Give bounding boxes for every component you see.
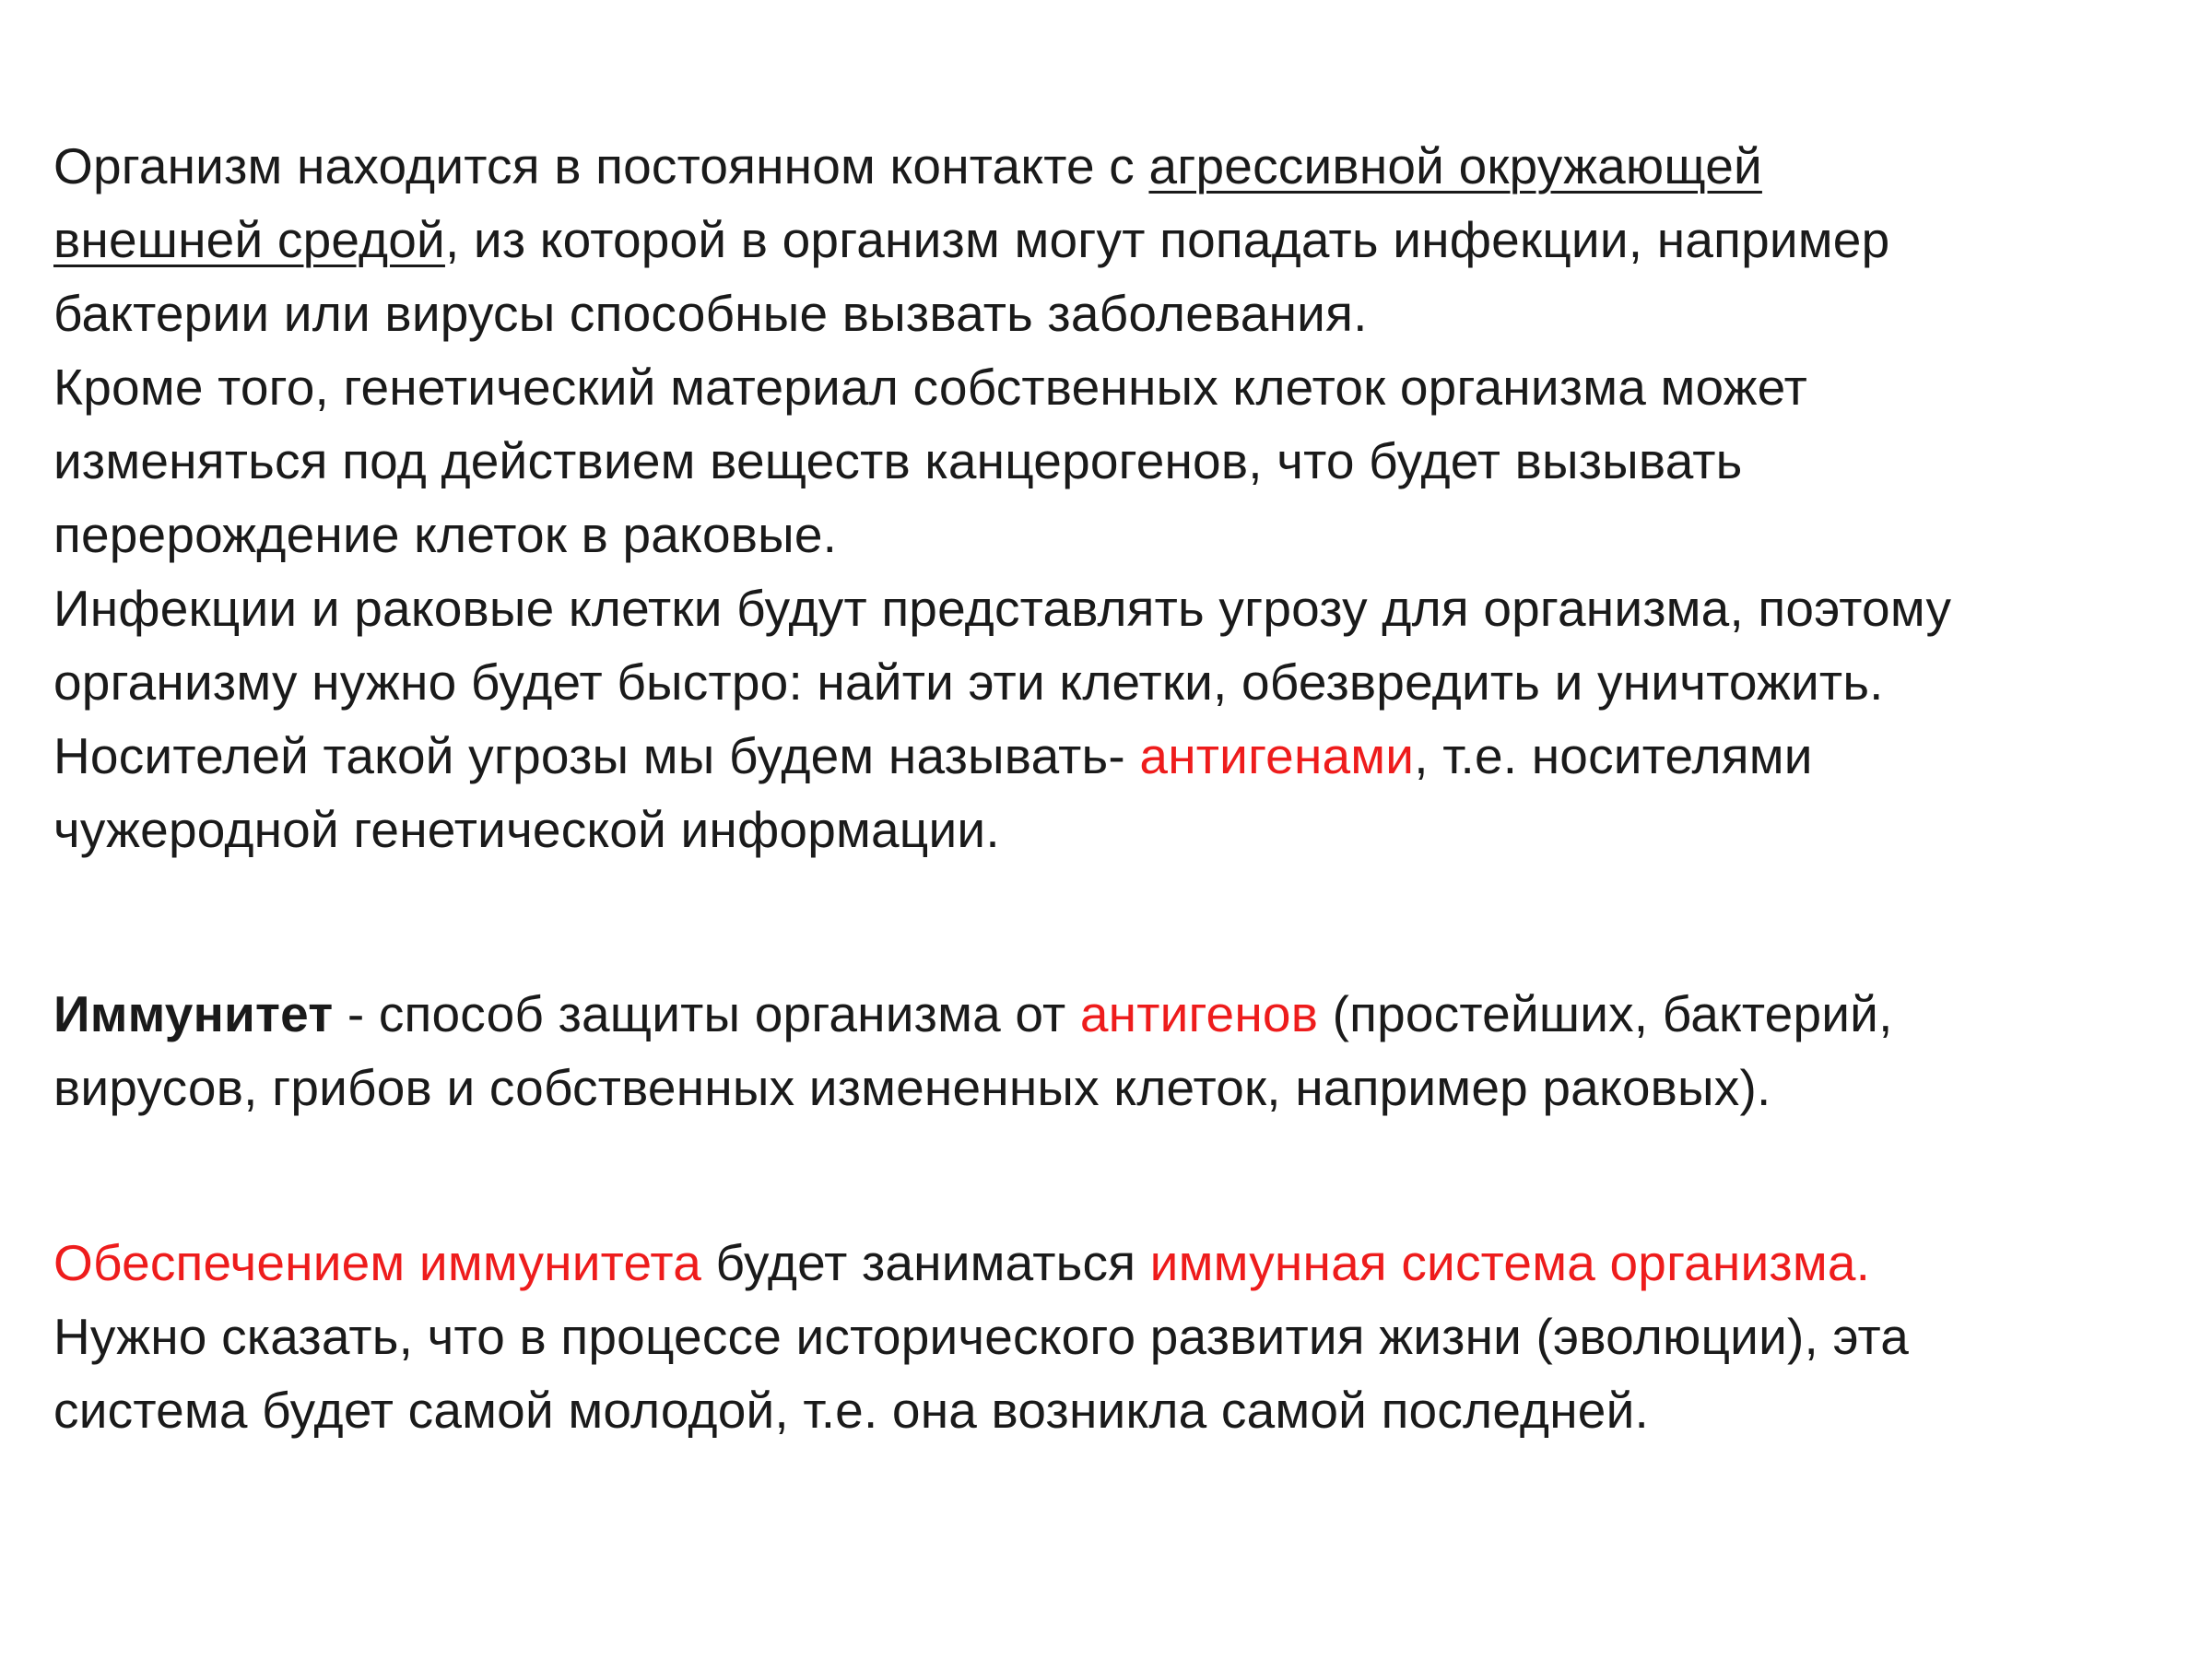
text-line: изменяться под действием веществ канцерогенов, что будет вызывать (53, 432, 1743, 489)
paragraph-immunity-definition (53, 977, 2173, 1124)
text-line: перерождение клеток в раковые. (53, 506, 838, 563)
text-line: Кроме того, генетический материал собственных клеток организма может (53, 359, 1808, 416)
text-line (53, 977, 2173, 1051)
highlighted-term: иммунная система организма. (1149, 1234, 1871, 1291)
text-run: Носителей такой угрозы мы будем называть- (53, 727, 1140, 784)
text-line: вирусов, грибов и собственных измененных клеток, например раковых). (53, 1059, 1771, 1116)
defined-term: Иммунитет (53, 985, 334, 1042)
text-line: Нужно сказать, что в процессе исторического развития жизни (эволюции), эта (53, 1308, 1910, 1365)
text-line: бактерии или вирусы способные вызвать заболевания. (53, 285, 1368, 342)
text-line (53, 719, 2173, 793)
text-line (53, 129, 2173, 203)
text-line: Инфекции и раковые клетки будут представлять угрозу для организма, поэтому (53, 580, 1952, 637)
text-run: , т.е. носителями (1414, 727, 1813, 784)
text-run: будет заниматься (700, 1234, 1150, 1291)
highlighted-term: антигенов (1079, 985, 1319, 1042)
paragraph-immune-system (53, 1226, 2173, 1447)
text-line: система будет самой молодой, т.е. она возникла самой последней. (53, 1382, 1649, 1439)
text-line (53, 203, 2173, 276)
text-line (53, 1226, 2173, 1300)
underlined-phrase: агрессивной окружающей (1148, 137, 1762, 194)
highlighted-term: антигенами (1139, 727, 1415, 784)
text-run: , из которой в организм могут попадать инфекции, например (444, 211, 1890, 268)
underlined-phrase: внешней средой (53, 211, 445, 268)
text-run: (простейших, бактерий, (1318, 985, 1893, 1042)
highlighted-term: Обеспечением иммунитета (53, 1234, 701, 1291)
paragraph-antigens-intro (53, 129, 2173, 866)
text-line: чужеродной генетической информации. (53, 801, 1000, 858)
text-run: Организм находится в постоянном контакте с (53, 137, 1149, 194)
text-line: организму нужно будет быстро: найти эти клетки, обезвредить и уничтожить. (53, 653, 1884, 711)
text-run: - способ защиты организма от (333, 985, 1080, 1042)
